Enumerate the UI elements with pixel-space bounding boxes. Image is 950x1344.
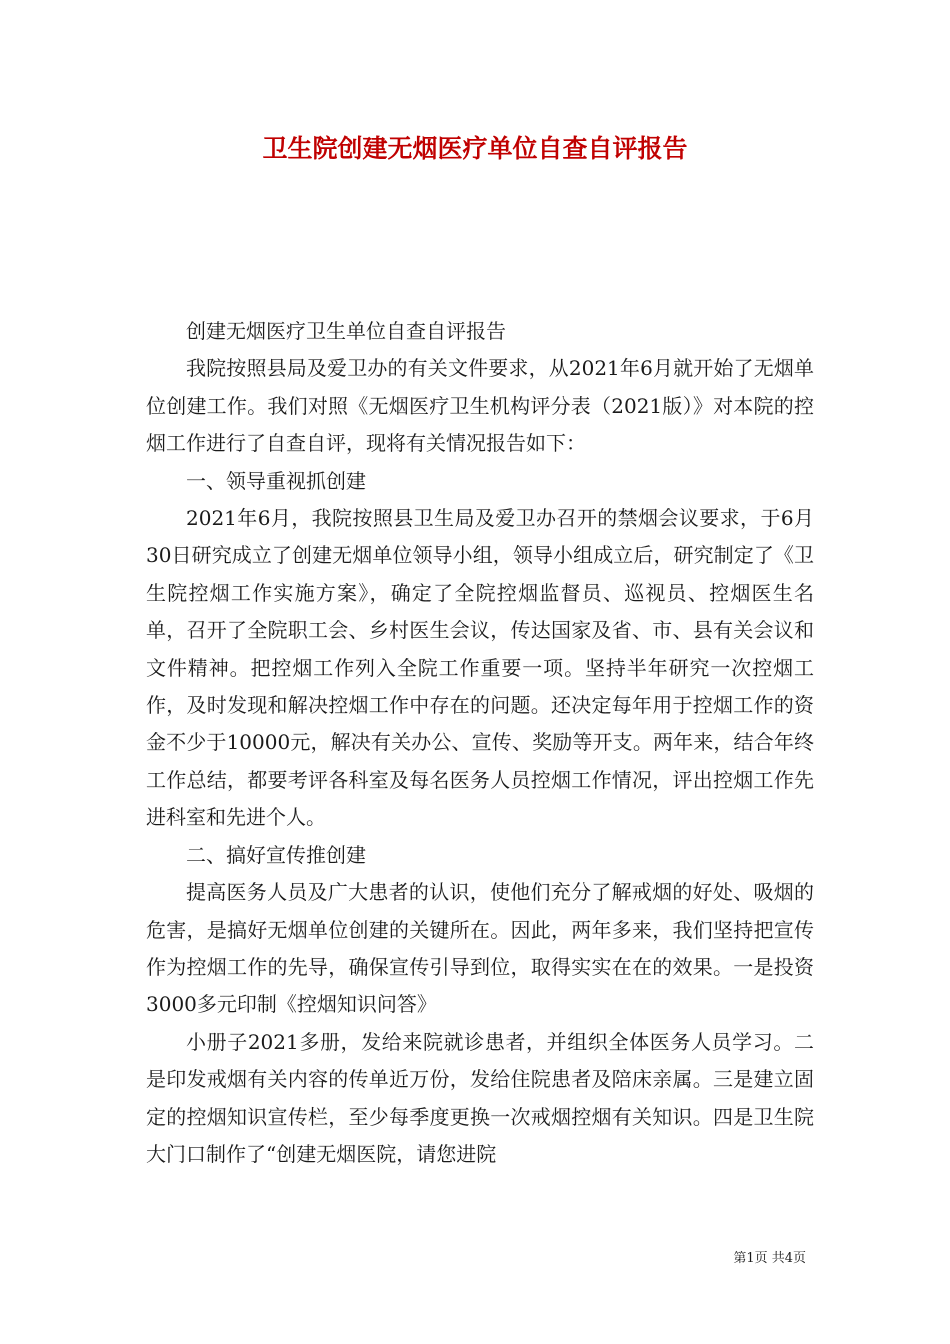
document-body — [146, 313, 814, 1173]
section-heading-2: 二、搞好宣传推创建 — [186, 842, 366, 867]
section-heading-1: 一、领导重视抓创建 — [186, 468, 366, 493]
intro-paragraph: 我院按照县局及爱卫办的有关文件要求，从2021年6月就开始了无烟单位创建工作。我们对照《无烟医疗卫生机构评分表（2021版）》对本院的控烟工作进行了自查自评，现将有关情况报告如下： — [146, 356, 814, 456]
section-1-paragraph: 2021年6月，我院按照县卫生局及爱卫办召开的禁烟会议要求，于6月30日研究成立了创建无烟单位领导小组，领导小组成立后，研究制定了《卫生院控烟工作实施方案》，确定了全院控烟监督员、巡视员、控烟医生名单，召开了全院职工会、乡村医生会议，传达国家及省、市、县有关会议和文件精神。把控烟工作列入全院工作重要一项。坚持半年研究一次控烟工作，及时发现和解决控烟工作中存在的问题。还决定每年用于控烟工作的资金不少于10000元，解决有关办公、宣传、奖励等开支。两年来，结合年终工作总结，都要考评各科室及每名医务人员控烟工作情况，评出控烟工作先进科室和先进个人。 — [146, 506, 814, 830]
section-2-paragraph: 提高医务人员及广大患者的认识，使他们充分了解戒烟的好处、吸烟的危害，是搞好无烟单位创建的关键所在。因此，两年多来，我们坚持把宣传作为控烟工作的先导，确保宣传引导到位，取得实实在在的效果。一是投资3000多元印制《控烟知识问答》 — [146, 880, 814, 1017]
document-title: 卫生院创建无烟医疗单位自查自评报告 — [262, 134, 688, 163]
subtitle-paragraph: 创建无烟医疗卫生单位自查自评报告 — [186, 319, 506, 343]
section-2-continued-paragraph: 小册子2021多册，发给来院就诊患者，并组织全体医务人员学习。二是印发戒烟有关内容的传单近万份，发给住院患者及陪床亲属。三是建立固定的控烟知识宣传栏，至少每季度更换一次戒烟控烟有关知识。四是卫生院大门口制作了“创建无烟医院，请您进院 — [146, 1029, 814, 1166]
page-number: 第1页 共4页 — [733, 1251, 806, 1266]
